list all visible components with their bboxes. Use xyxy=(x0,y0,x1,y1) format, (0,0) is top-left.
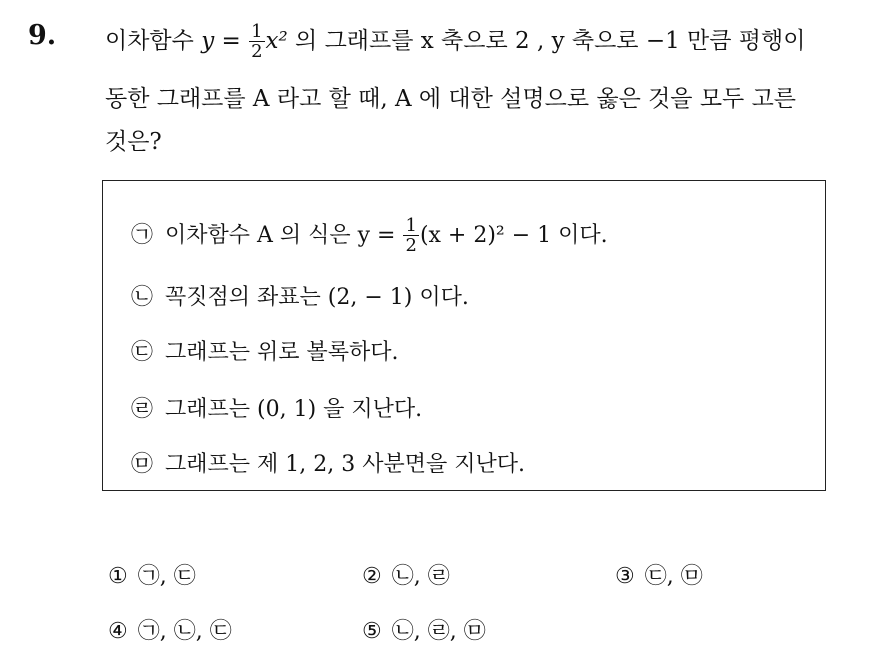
answer-option-5[interactable] xyxy=(362,614,486,645)
statement-mark: ㉣ xyxy=(131,397,154,422)
question-line1-post: 의 그래프를 x 축으로 2 , y 축으로 −1 만큼 평행이 xyxy=(287,28,806,54)
question-line-1 xyxy=(105,22,805,61)
statement-1 xyxy=(131,217,608,255)
option-text: ㉠, ㉢ xyxy=(137,564,196,589)
fraction-numerator: 1 xyxy=(405,215,417,236)
statement-text: 그래프는 제 1, 2, 3 사분면을 지난다. xyxy=(165,452,525,477)
fraction-denominator: 2 xyxy=(405,235,417,256)
answer-option-4[interactable] xyxy=(108,614,232,645)
option-text: ㉡, ㉣ xyxy=(391,564,450,589)
question-line1-pre: 이차함수 xyxy=(105,28,202,54)
equation-lhs: y = xyxy=(201,28,241,54)
statement-mark: ㉢ xyxy=(131,340,154,365)
statement-mark: ㉡ xyxy=(131,285,154,310)
statement-2 xyxy=(131,280,469,311)
option-number: ④ xyxy=(108,619,128,644)
equation-rhs: x² xyxy=(265,28,288,54)
statement-box xyxy=(102,180,826,491)
statement-1-pre: 이차함수 A 의 식은 y = xyxy=(165,223,396,248)
fraction-one-half xyxy=(403,217,418,255)
option-text: ㉡, ㉣, ㉤ xyxy=(391,619,486,644)
option-number: ⑤ xyxy=(362,619,382,644)
statement-3 xyxy=(131,335,399,366)
statement-mark: ㉤ xyxy=(131,452,154,477)
statement-text: 그래프는 위로 볼록하다. xyxy=(165,340,399,365)
option-text: ㉢, ㉤ xyxy=(644,564,703,589)
question-line-2: 동한 그래프를 A 라고 할 때, A 에 대한 설명으로 옳은 것을 모두 고른 xyxy=(105,86,797,112)
statement-5 xyxy=(131,447,525,478)
question-number: 9. xyxy=(28,20,57,51)
statement-text: 꼭짓점의 좌표는 (2, − 1) 이다. xyxy=(165,285,469,310)
answer-option-3[interactable] xyxy=(615,559,703,590)
answer-option-2[interactable] xyxy=(362,559,450,590)
option-number: ③ xyxy=(615,564,635,589)
statement-4 xyxy=(131,392,422,423)
answer-option-1[interactable] xyxy=(108,559,196,590)
statement-mark: ㉠ xyxy=(131,223,154,248)
fraction-numerator: 1 xyxy=(251,21,263,42)
question-line-3: 것은? xyxy=(105,129,162,155)
statement-text: 그래프는 (0, 1) 을 지난다. xyxy=(165,397,423,422)
fraction-one-half xyxy=(249,23,264,61)
option-number: ① xyxy=(108,564,128,589)
option-text: ㉠, ㉡, ㉢ xyxy=(137,619,232,644)
option-number: ② xyxy=(362,564,382,589)
statement-1-post: (x + 2)² − 1 이다. xyxy=(419,223,608,248)
fraction-denominator: 2 xyxy=(251,41,263,62)
